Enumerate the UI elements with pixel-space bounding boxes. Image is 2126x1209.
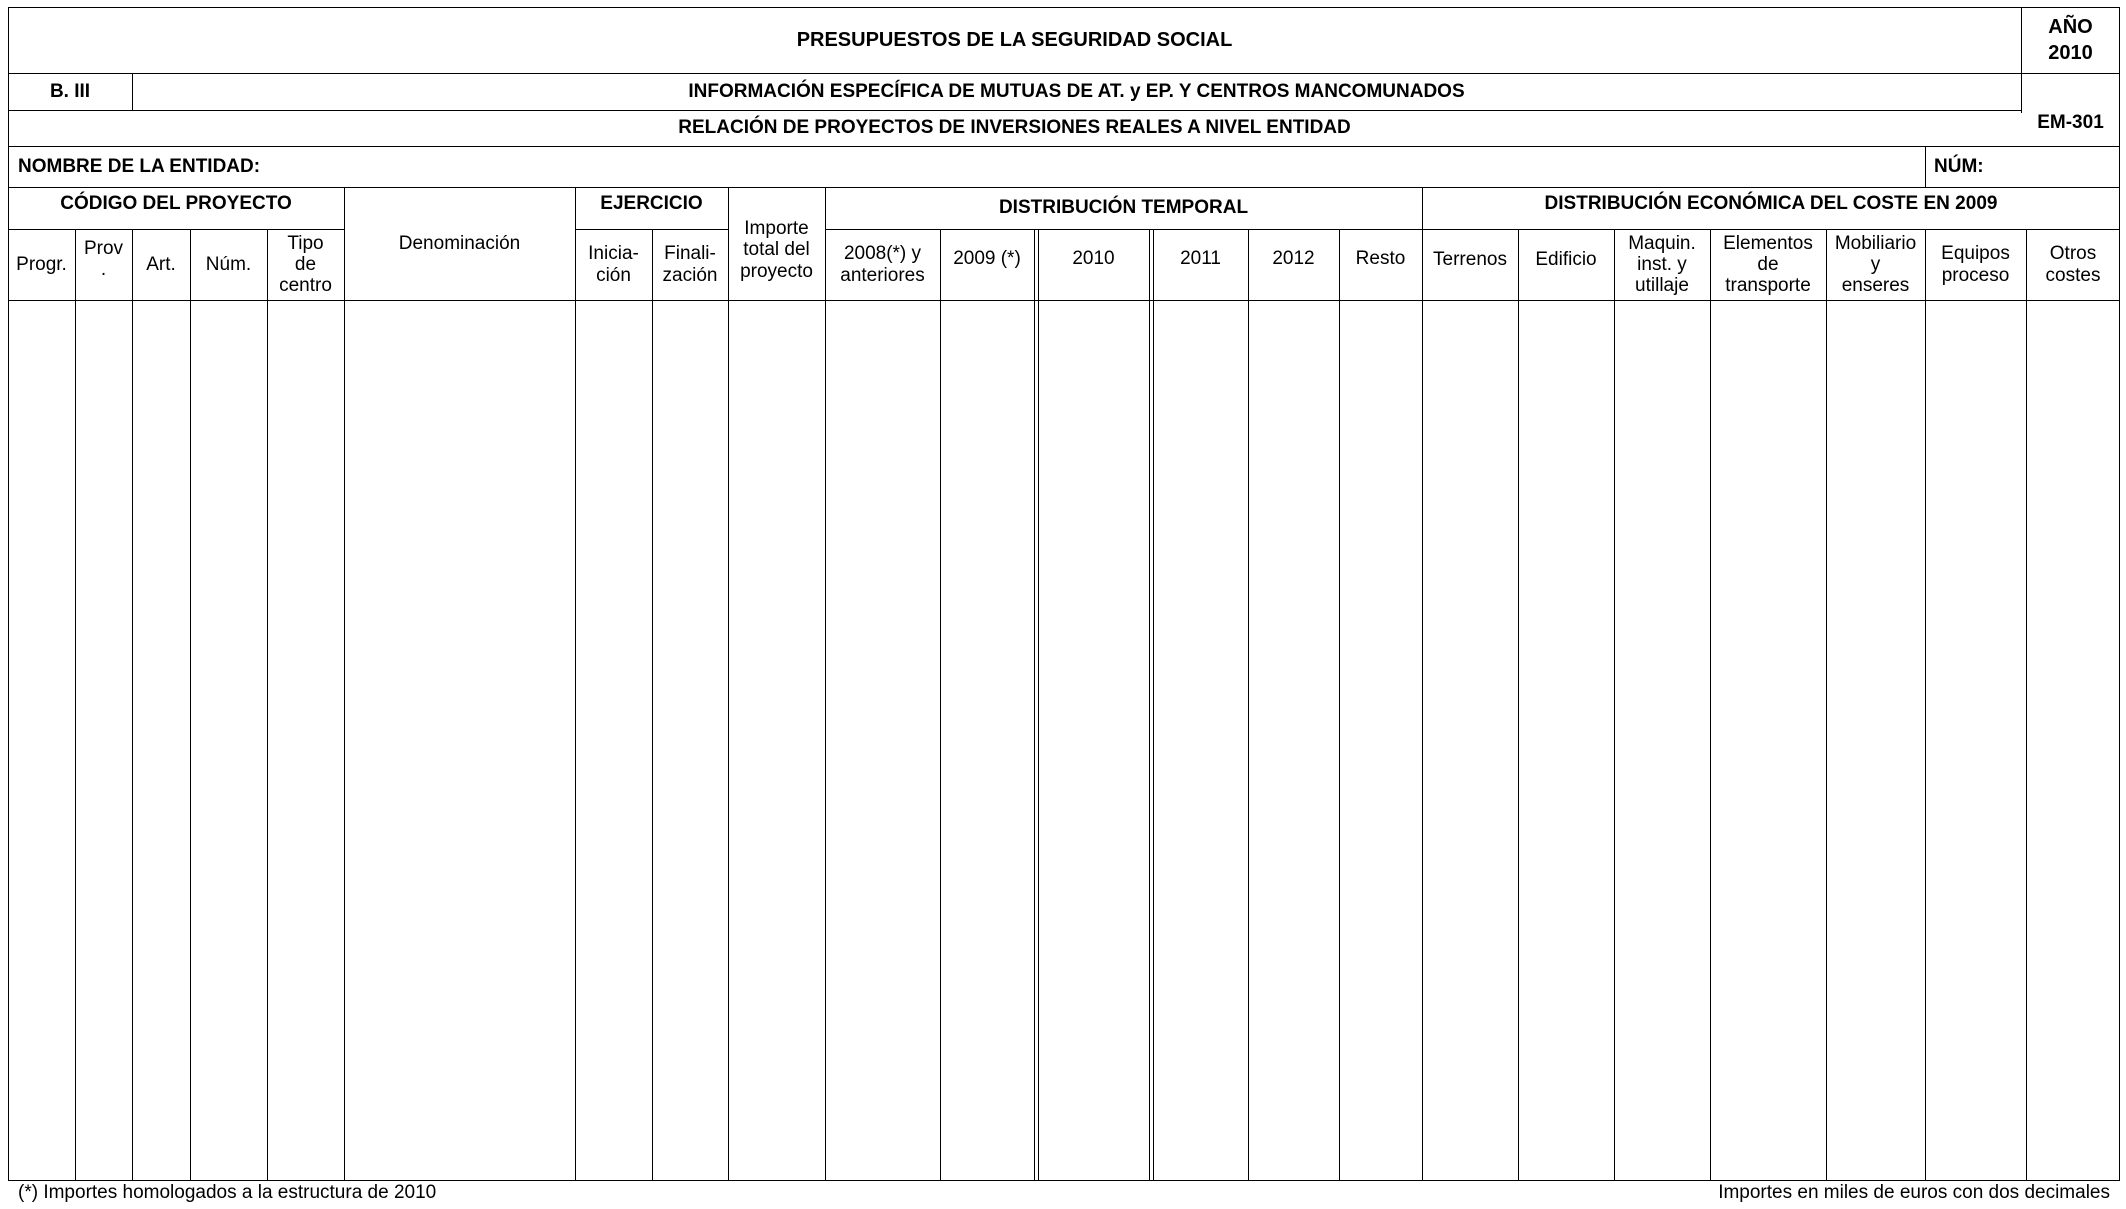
table-body <box>8 301 2120 1181</box>
col-2012: 2012 <box>1272 248 1315 270</box>
col-terrenos: Terrenos <box>1433 249 1507 271</box>
col-otros-costes: Otros costes <box>2045 243 2101 286</box>
col-2010: 2010 <box>1072 248 1115 270</box>
col-2011: 2011 <box>1180 248 1221 270</box>
entity-number-label: NÚM: <box>1934 155 1984 177</box>
report-subtitle: RELACIÓN DE PROYECTOS DE INVERSIONES REALES A NIVEL ENTIDAD <box>678 117 1351 139</box>
year-label: AÑO <box>2048 15 2093 38</box>
group-codigo: CÓDIGO DEL PROYECTO <box>60 193 292 215</box>
entity-name-label: NOMBRE DE LA ENTIDAD: <box>18 155 261 177</box>
col-divider <box>1925 146 1926 187</box>
group-ejercicio: EJERCICIO <box>600 193 703 215</box>
col-mobiliario: Mobiliario y enseres <box>1834 232 1917 297</box>
col-elementos-transporte: Elementos de transporte <box>1723 232 1813 297</box>
col-2008-anteriores: 2008(*) y anteriores <box>840 243 925 286</box>
group-distribucion-temporal: DISTRIBUCIÓN TEMPORAL <box>998 197 1249 219</box>
col-importe-total: Importe total del proyecto <box>740 218 813 282</box>
group-distribucion-economica: DISTRIBUCIÓN ECONÓMICA DEL COSTE EN 2009 <box>1544 193 1998 215</box>
col-prov: Prov . <box>83 237 124 280</box>
col-tipo-centro: Tipo de centro <box>279 232 332 297</box>
col-denominacion: Denominación <box>398 232 521 254</box>
col-progr: Progr. <box>16 253 67 275</box>
section-code: B. III <box>49 80 91 102</box>
col-iniciacion: Inicia- ción <box>588 243 639 286</box>
col-num: Núm. <box>205 253 252 275</box>
units-note: Importes en miles de euros con dos decimales <box>1718 1182 2110 1203</box>
page-title: PRESUPUESTOS DE LA SEGURIDAD SOCIAL <box>796 28 1233 51</box>
col-equipos-proceso: Equipos proceso <box>1941 243 2010 286</box>
form-code: EM-301 <box>2037 112 2104 134</box>
col-art: Art. <box>146 253 176 275</box>
section-title: INFORMACIÓN ESPECÍFICA DE MUTUAS DE AT. y EP. Y CENTROS MANCOMUNADOS <box>688 80 1465 102</box>
col-finalizacion: Finali- zación <box>662 243 718 286</box>
col-2009: 2009 (*) <box>953 248 1021 270</box>
col-resto: Resto <box>1355 248 1406 270</box>
row-divider <box>8 146 2120 147</box>
year-value: 2010 <box>2048 41 2093 64</box>
col-maquinaria: Maquin. inst. y utillaje <box>1628 232 1696 297</box>
col-edificio: Edificio <box>1535 249 1597 271</box>
footnote: (*) Importes homologados a la estructura de 2010 <box>18 1182 437 1203</box>
